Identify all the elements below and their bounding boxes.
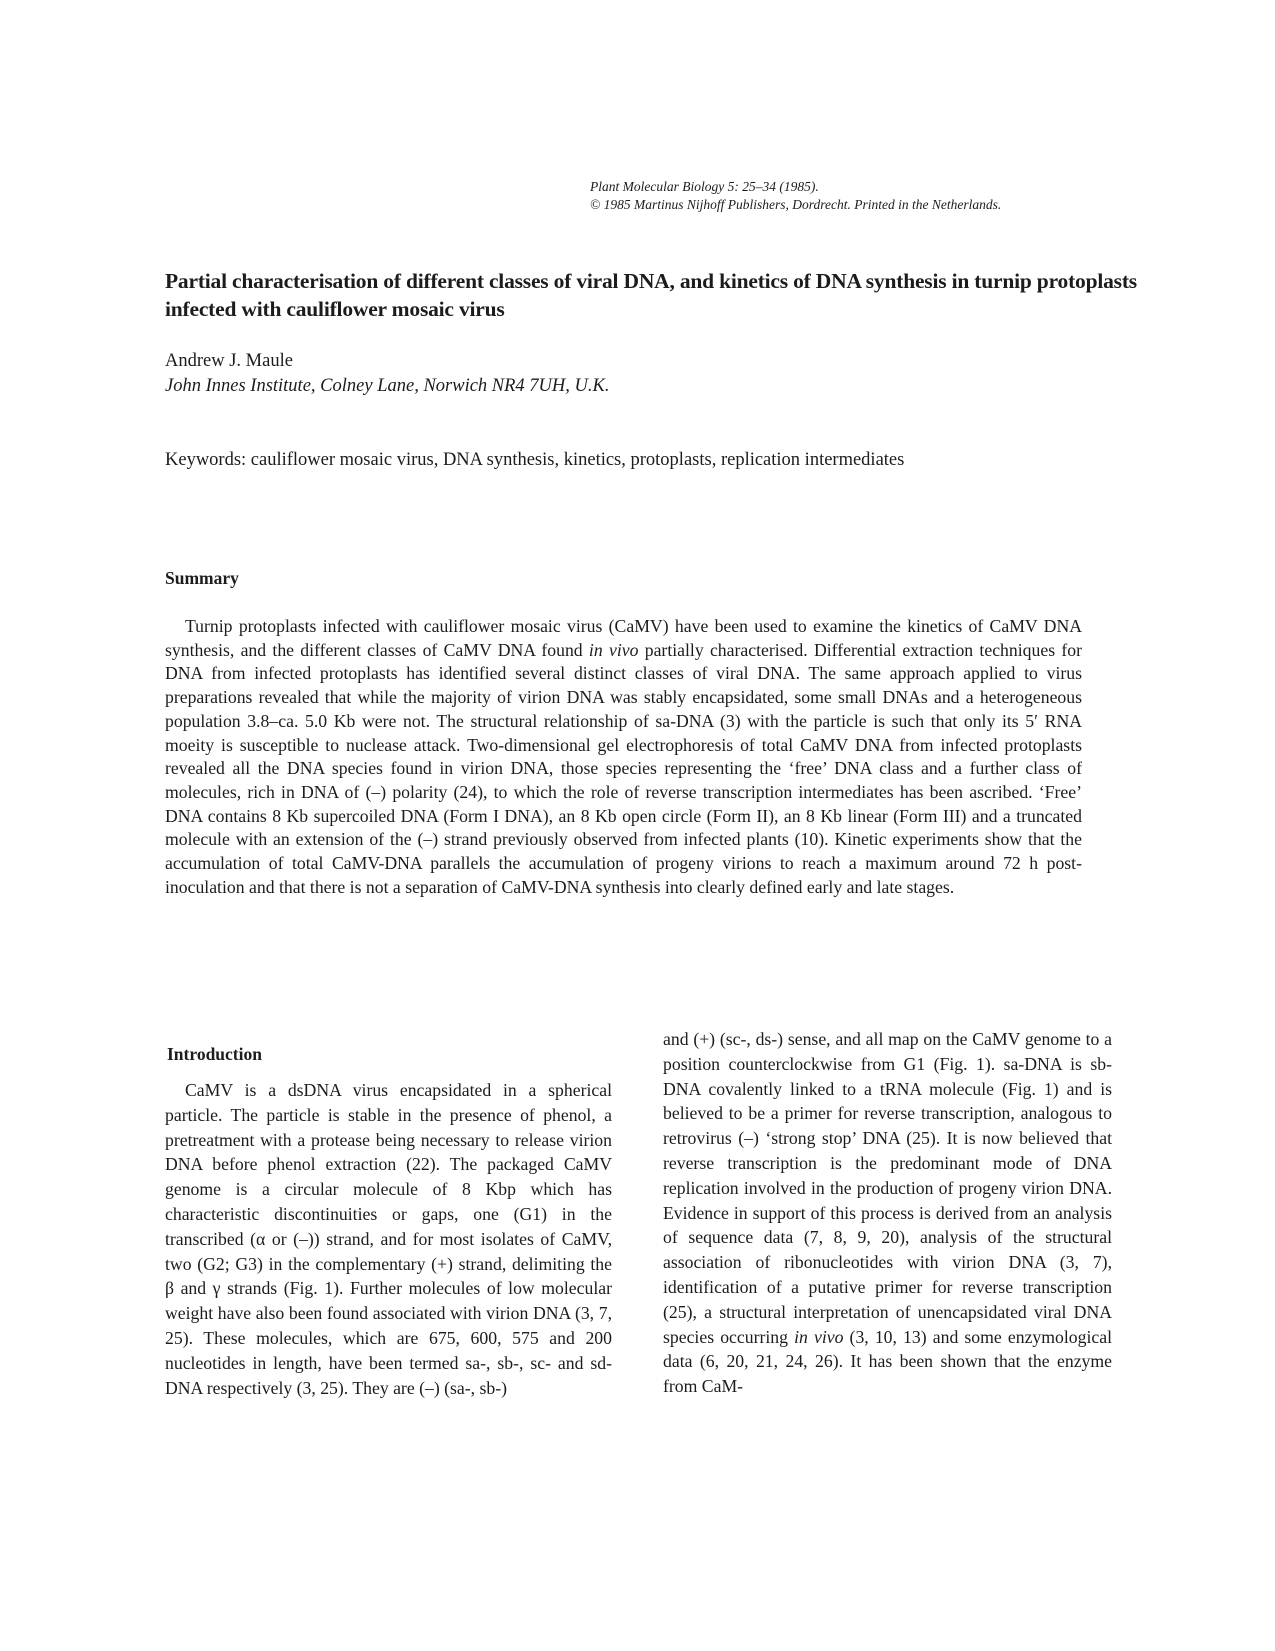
summary-italic-in-vivo: in vivo — [588, 639, 639, 660]
introduction-right-column — [663, 1027, 1112, 1399]
journal-header — [590, 178, 1210, 214]
author-name: Andrew J. Maule — [165, 351, 293, 371]
summary-paragraph — [165, 615, 1082, 899]
summary-text-part-2: partially characterised. Differential extraction techniques for DNA from infected protoplasts has identified several distinct classes of viral DNA. The same approach applied to virus preparations revealed that while the majority of virion DNA was stably encapsidated, some small DNAs and a heterogeneous population 3.8–ca. 5.0 Kb were not. The structural relationship of sa-DNA (3) with the particle is such that only its 5′ RNA moeity is susceptible to nuclease attack. Two-dimensional gel electrophoresis of total CaMV DNA from infected protoplasts revealed all the DNA species found in virion DNA, those species representing the ‘free’ DNA class and a further class of molecules, rich in DNA of (–) polarity (24), to which the role of reverse transcription intermediates has been ascribed. ‘Free’ DNA contains 8 Kb supercoiled DNA (Form I DNA), an 8 Kb open circle (Form II), an 8 Kb linear (Form III) and a truncated molecule with an extension of the (–) strand previously observed from infected plants (10). Kinetic experiments show that the accumulation of total CaMV-DNA parallels the accumulation of progeny virions to reach a maximum around 72 h post-inoculation and that there is not a separation of CaMV-DNA synthesis into clearly defined early and late stages. — [165, 639, 1082, 897]
journal-citation: Plant Molecular Biology 5: 25–34 (1985). — [590, 179, 819, 194]
intro-right-text-part-1: and (+) (sc-, ds-) sense, and all map on the CaMV genome to a position counterclockwise from G1 (Fig. 1). sa-DNA is sb-DNA covalently linked to a tRNA molecule (Fig. 1) and is believed to be a primer for reverse transcription, analogous to retrovirus (–) ‘strong stop’ DNA (25). It is now believed that reverse transcription is the predominant mode of DNA replication involved in the production of progeny virion DNA. Evidence in support of this process is derived from an analysis of sequence data (7, 8, 9, 20), analysis of the structural association of ribonucleotides with virion DNA (3, 7), identification of a putative primer for reverse transcription (25), a structural interpretation of unencapsidated viral DNA species occurring — [663, 1029, 1112, 1347]
summary-text-part-1: Turnip protoplasts infected with cauliflower mosaic virus (CaMV) have been used to examine the kinetics of CaMV DNA synthesis, and the different classes of CaMV DNA found — [165, 616, 1082, 660]
summary-heading: Summary — [165, 568, 239, 588]
journal-copyright: © 1985 Martinus Nijhoff Publishers, Dordrecht. Printed in the Netherlands. — [590, 197, 1002, 212]
intro-right-italic-in-vivo: in vivo — [794, 1326, 844, 1347]
keywords: Keywords: cauliflower mosaic virus, DNA synthesis, kinetics, protoplasts, replication intermediates — [165, 450, 905, 470]
article-title: Partial characterisation of different classes of viral DNA, and kinetics of DNA synthesis in turnip protoplasts infected with cauliflower mosaic virus — [165, 269, 1137, 321]
intro-right-text-part-2: (3, 10, 13) and some enzymological data (6, 20, 21, 24, 26). It has been shown that the enzyme from CaM- — [663, 1326, 1112, 1397]
introduction-left-column: CaMV is a dsDNA virus encapsidated in a spherical particle. The particle is stable in the presence of phenol, a pretreatment with a protease being necessary to release virion DNA before phenol extraction (22). The packaged CaMV genome is a circular molecule of 8 Kbp which has characteristic discontinuities or gaps, one (G1) in the transcribed (α or (–)) strand, and for most isolates of CaMV, two (G2; G3) in the complementary (+) strand, delimiting the β and γ strands (Fig. 1). Further molecules of low molecular weight have also been found associated with virion DNA (3, 7, 25). These molecules, which are 675, 600, 575 and 200 nucleotides in length, have been termed sa-, sb-, sc- and sd-DNA respectively (3, 25). They are (–) (sa-, sb-) — [165, 1080, 612, 1398]
introduction-heading: Introduction — [167, 1044, 262, 1064]
author-affiliation: John Innes Institute, Colney Lane, Norwich NR4 7UH, U.K. — [165, 376, 610, 396]
